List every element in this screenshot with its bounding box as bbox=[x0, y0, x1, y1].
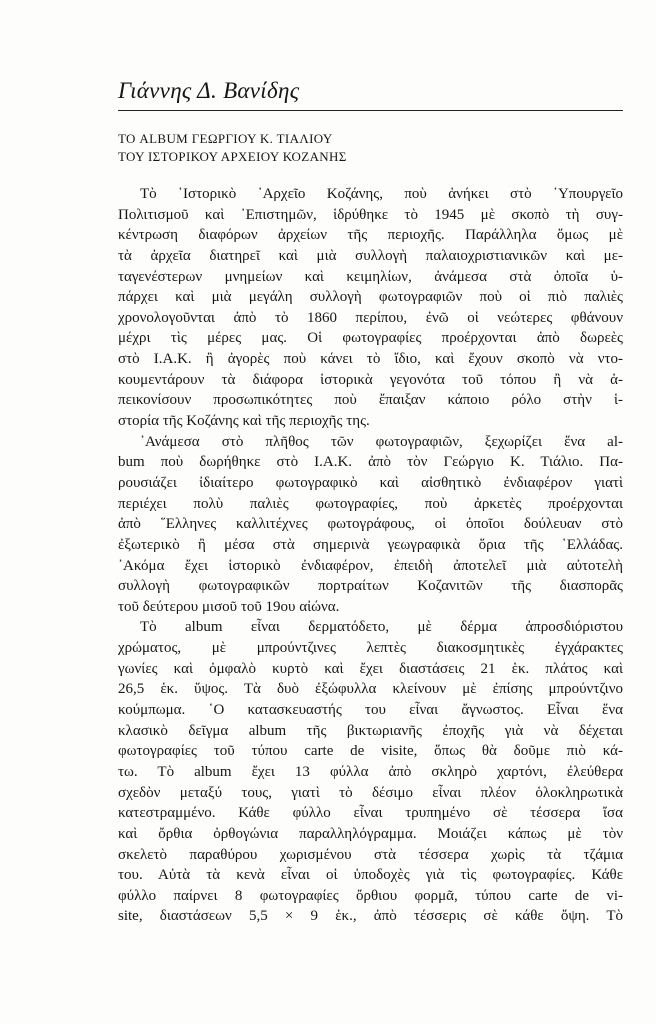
text-line: συλλογὴ φωτογραφικῶν πορτραίτων Κοζανιτῶν τῆς διασπορᾶς bbox=[118, 578, 623, 595]
text-line: τοῦ δεύτερου μισοῦ τοῦ 19ου αἰώνα. bbox=[118, 598, 340, 615]
text-line: περιέχει πολὺ παλιὲς φωτογραφίες, ποὺ ἀρκετὲς προέρχονται bbox=[118, 495, 623, 512]
text-line: του. Αὐτὰ τὰ κενὰ εἶναι οἱ ὑποδοχὲς γιὰ τὶς φωτογραφίες. Κάθε bbox=[118, 867, 623, 884]
text-line: χρώματος, μὲ μπρούντζινες λεπτὲς διακοσμητικὲς ἐγχάρακτες bbox=[118, 640, 623, 657]
text-line: γωνίες καὶ ὀμφαλὸ κυρτὸ καὶ ἔχει διαστάσεις 21 ἑκ. πλάτος καὶ bbox=[118, 660, 623, 677]
text-line: κούμπωμα. ῾Ο κατασκευαστής του εἶναι ἄγνωστος. Εἶναι ἕνα bbox=[118, 702, 623, 719]
text-line: site, διαστάσεων 5,5 × 9 ἑκ., ἀπὸ τέσσερις σὲ κάθε ὄψη. Τὸ bbox=[118, 908, 623, 925]
text-line: φύλλο παίρνει 8 φωτογραφίες ὄρθιου φορμᾶ, τύπου carte de vi- bbox=[118, 887, 623, 904]
text-line: σκελετὸ παραθύρου χωρισμένου στὰ τέσσερα χωρὶς τὰ τζάμια bbox=[118, 846, 623, 863]
text-line: στὸ Ι.Α.Κ. ἢ ἀγορὲς ποὺ κάνει τὸ ἴδιο, καὶ ἔχουν σκοπὸ νὰ ντο- bbox=[118, 351, 623, 368]
text-line: πεικονίσουν προσωπικότητες ποὺ ἔπαιξαν κάποιο ρόλο στὴν ἱ- bbox=[118, 392, 623, 409]
header-rule bbox=[118, 110, 623, 111]
text-line: ἀπὸ ῞Ελληνες καλλιτέχνες φωτογράφους, οἱ ὁποῖοι δούλευαν στὸ bbox=[118, 516, 623, 533]
text-line: κουμεντάρουν τὰ διάφορα ἱστορικὰ γεγονότα τοῦ τόπου ἢ νὰ ἀ- bbox=[118, 371, 623, 388]
text-line: Τὸ ῾Ιστορικὸ ᾿Αρχεῖο Κοζάνης, ποὺ ἀνήκει στὸ ῾Υπουργεῖο bbox=[140, 186, 623, 202]
text-line: Τὸ album εἶναι δερματόδετο, μὲ δέρμα ἀπροσδιόριστου bbox=[140, 619, 623, 636]
text-line: ᾿Ακόμα ἔχει ἱστορικὸ ἐνδιαφέρον, ἐπειδὴ ἀποτελεῖ μιὰ αὐτοτελὴ bbox=[118, 557, 623, 574]
text-line: ταγενέστερων μνημείων καὶ κειμηλίων, ἀνάμεσα στὰ ὁποῖα ὑ- bbox=[118, 268, 623, 285]
text-line: φωτογραφίες τοῦ τύπου carte de visite, ὅπως θὰ δοῦμε πιὸ κά- bbox=[118, 743, 623, 760]
text-line: σχεδὸν μεταξύ τους, γιατὶ τὸ δέσιμο εἶναι πλέον ὁλοκληρωτικὰ bbox=[118, 784, 623, 801]
text-line: τὰ ἀρχεῖα διατηρεῖ καὶ μιὰ συλλογὴ παλαιοχριστιανικῶν καὶ με- bbox=[118, 247, 623, 264]
body-text bbox=[118, 184, 623, 927]
text-line: τω. Τὸ album ἔχει 13 φύλλα ἀπὸ σκληρὸ χαρτόνι, ἐλεύθερα bbox=[118, 763, 623, 780]
text-line: στορία τῆς Κοζάνης καὶ τῆς περιοχῆς της. bbox=[118, 413, 370, 430]
text-line: καὶ ὄρθια ὀρθογώνια παραλληλόγραμμα. Μοιάζει κάπως μὲ τὸν bbox=[118, 825, 623, 842]
article-title-line: ΤΟΥ ΙΣΤΟΡΙΚΟΥ ΑΡΧΕΙΟΥ ΚΟΖΑΝΗΣ bbox=[118, 149, 347, 164]
text-line: 26,5 ἑκ. ὕψος. Τὰ δυὸ ἐξώφυλλα κλείνουν μὲ ἐπίσης μπρούντζινο bbox=[118, 681, 623, 698]
text-line: bum ποὺ δωρήθηκε στὸ Ι.Α.Κ. ἀπὸ τὸν Γεώργιο Κ. Τιάλιο. Πα- bbox=[118, 454, 623, 471]
text-line: ρουσιάζει ἰδιαίτερο φωτογραφικὸ καὶ αἰσθητικὸ ἐνδιαφέρον γιατὶ bbox=[118, 474, 623, 491]
text-line: χρονολογοῦνται ἀπὸ τὸ 1860 περίπου, ἐνῶ οἱ νεώτερες φθάνουν bbox=[118, 309, 623, 326]
text-line: μέχρι τὶς μέρες μας. Οἱ φωτογραφίες προέρχονται ἀπὸ δωρεὲς bbox=[118, 330, 623, 347]
article-title-line: ΤΟ ALBUM ΓΕΩΡΓΙΟΥ Κ. ΤΙΑΛΙΟΥ bbox=[118, 131, 333, 146]
text-line: ᾿Ανάμεσα στὸ πλῆθος τῶν φωτογραφιῶν, ξεχωρίζει ἕνα al- bbox=[140, 433, 623, 450]
text-line: ἐξωτερικὸ ἢ μέσα στὰ σημερινὰ γεωγραφικὰ ὅρια τῆς ῾Ελλάδας. bbox=[118, 536, 623, 553]
article-title bbox=[118, 130, 623, 166]
text-line: κατεστραμμένο. Κάθε φύλλο εἶναι τρυπημένο σὲ τέσσερα ἴσα bbox=[118, 805, 623, 822]
text-line: πάρχει καὶ μιὰ μεγάλη συλλογὴ φωτογραφιῶν ποὺ οἱ πιὸ παλιὲς bbox=[118, 289, 623, 306]
text-line: κέντρωση διαφόρων ἀρχείων τῆς περιοχῆς. Παράλληλα ὅμως μὲ bbox=[118, 227, 623, 244]
text-line: Πολιτισμοῦ καὶ ᾿Επιστημῶν, ἱδρύθηκε τὸ 1945 μὲ σκοπὸ τὴ συγ- bbox=[118, 206, 623, 223]
running-head-author: Γιάννης Δ. Βανίδης bbox=[118, 78, 300, 103]
text-line: κλασικὸ δεῖγμα album τῆς βικτωριανῆς ἐποχῆς γιὰ νὰ δέχεται bbox=[118, 722, 623, 739]
